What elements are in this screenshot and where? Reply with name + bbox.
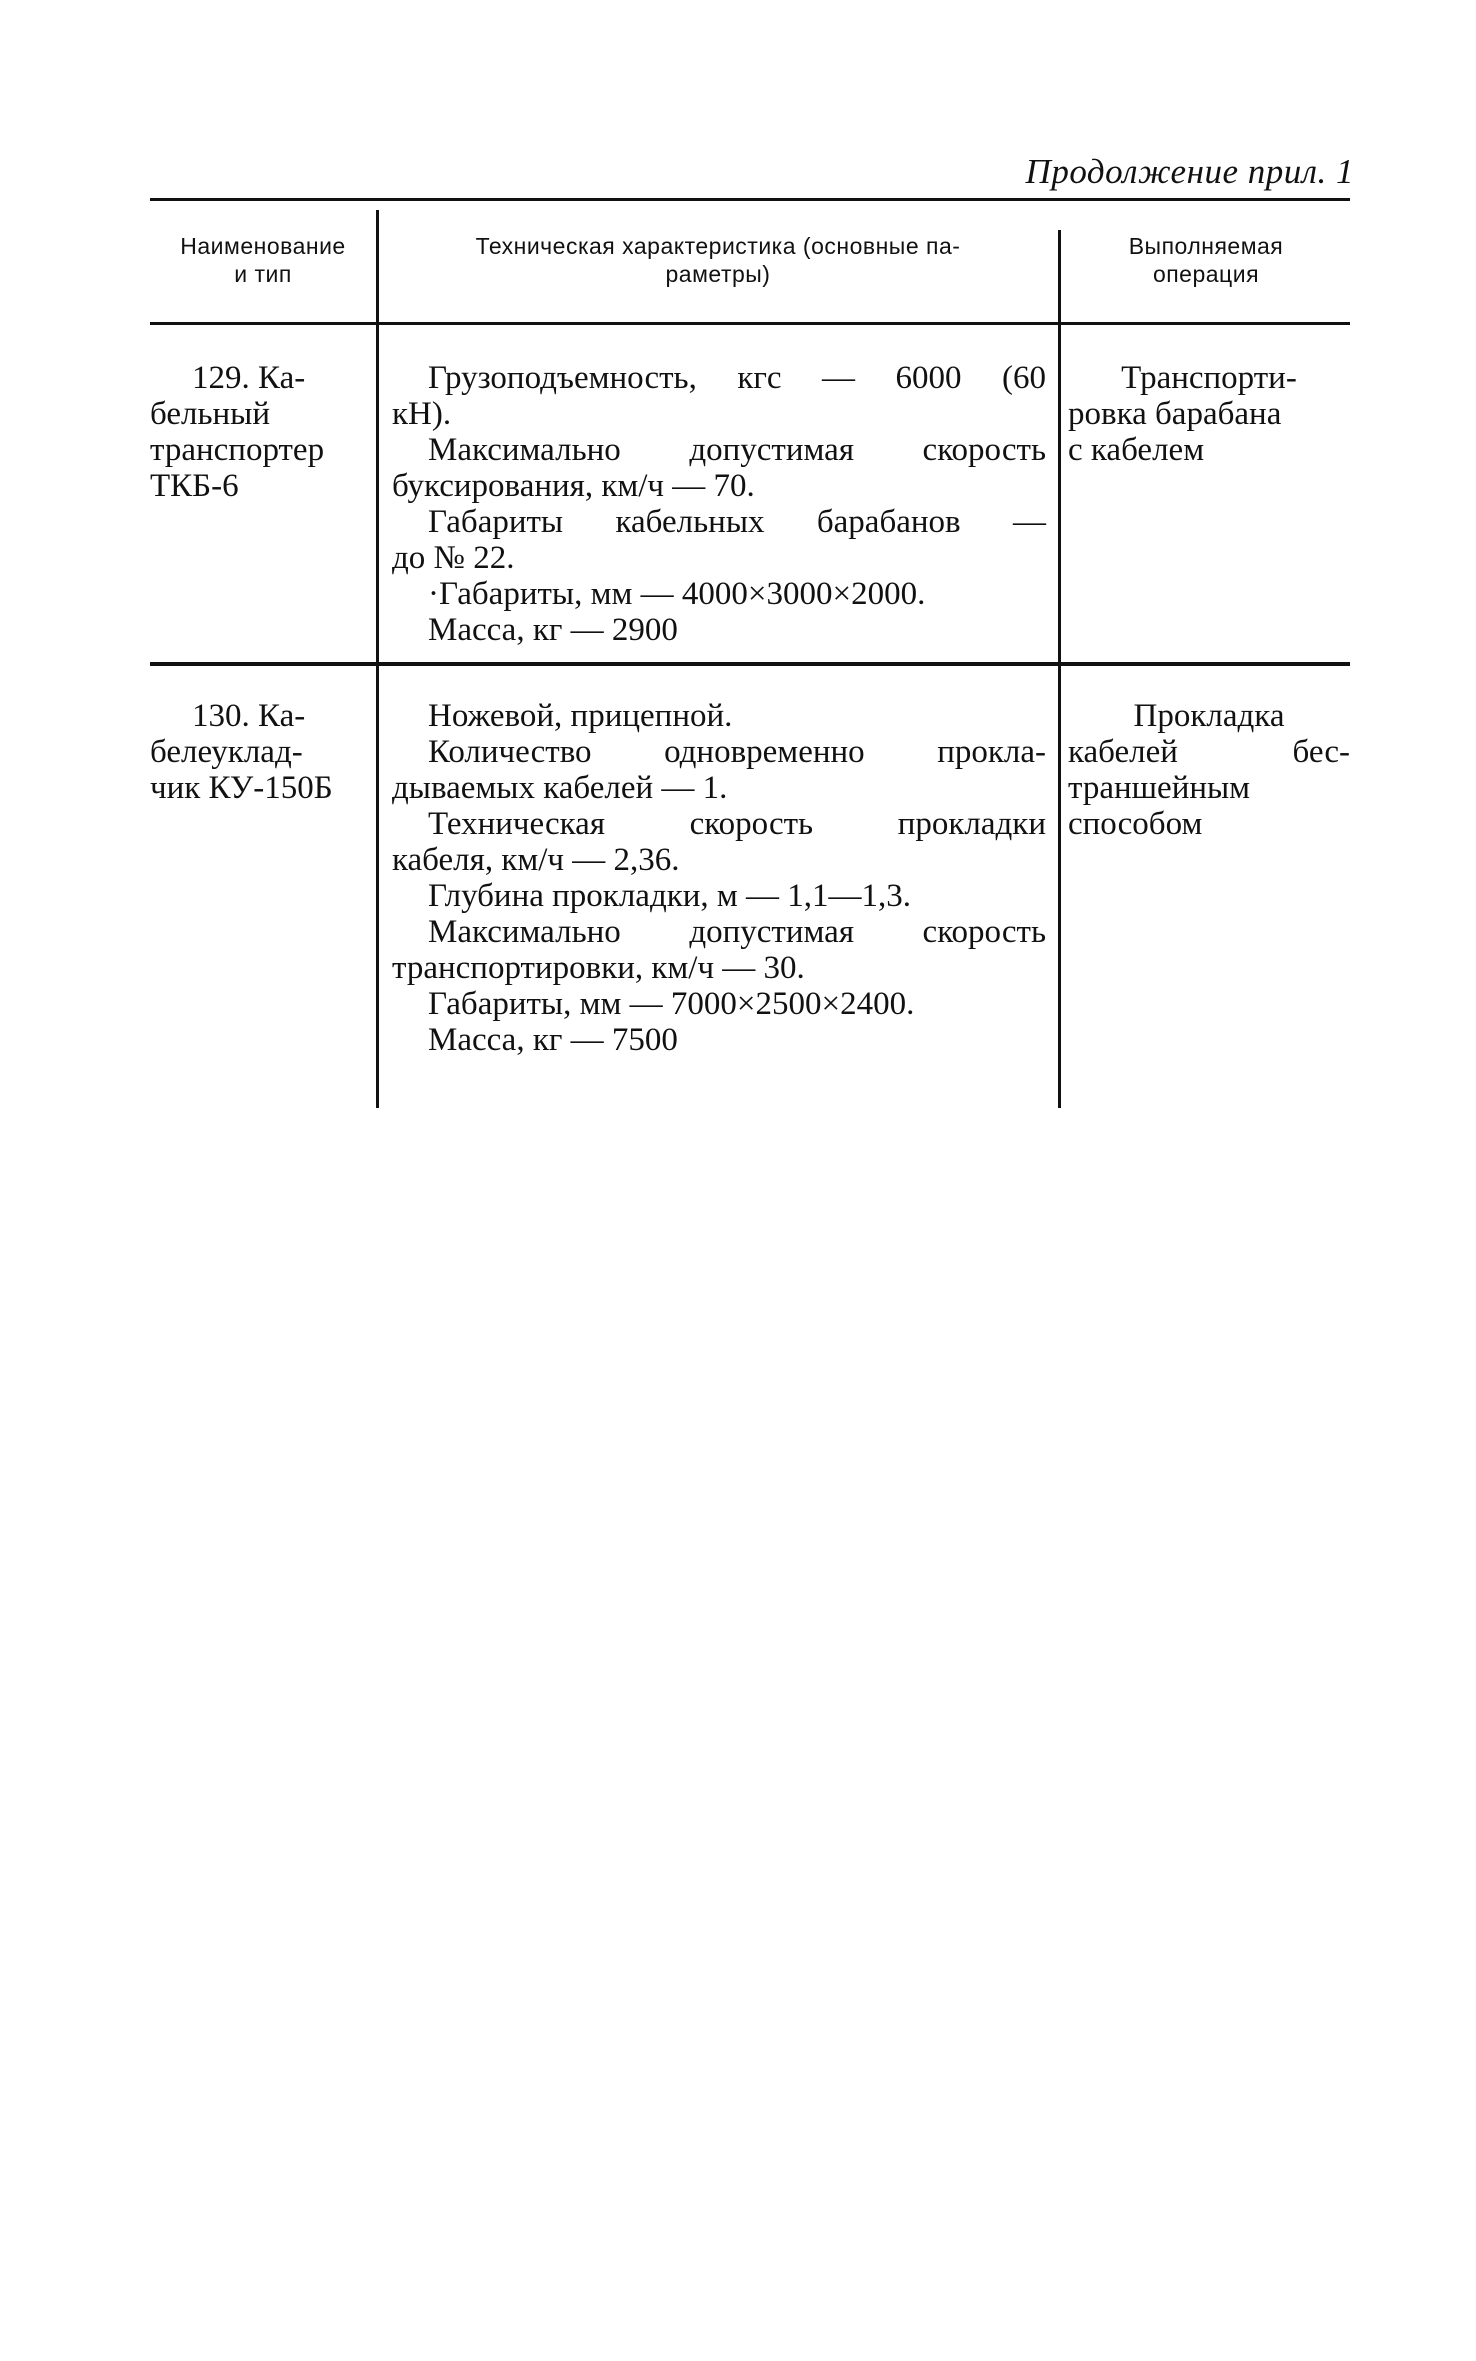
- row-129-spec-line-2: кН).: [392, 396, 452, 432]
- row-130-name: [150, 698, 374, 806]
- row-129-name-line-2: бельный: [150, 396, 271, 432]
- header-name: [150, 232, 376, 288]
- continuation-label: Продолжение прил. 1: [1025, 152, 1354, 191]
- row-130-operation-line-1: Прокладка: [1133, 698, 1285, 734]
- row-130-spec-line-5: кабеля, км/ч — 2,36.: [392, 842, 680, 878]
- row-129-spec-line-3: Максимально допустимая скорость: [428, 432, 1046, 468]
- row-130-spec-line-6: Глубина прокладки, м — 1,1—1,3.: [428, 878, 912, 914]
- header-bottom-rule: [150, 322, 1350, 325]
- row-129-operation-line-2: ровка барабана: [1068, 396, 1282, 432]
- row-130-spec-line-7: Максимально допустимая скорость: [428, 914, 1046, 950]
- header-operation: [1062, 232, 1350, 288]
- row-130-spec-line-4: Техническая скорость прокладки: [428, 806, 1046, 842]
- row-129-operation: [1068, 360, 1350, 468]
- row-130-spec-line-8: транспортировки, км/ч — 30.: [392, 950, 805, 986]
- row-130-spec: [392, 698, 1046, 1058]
- row-130-spec-line-2: Количество одновременно прокла-: [428, 734, 1046, 770]
- header-operation-line-2: операция: [1152, 261, 1260, 287]
- row-129-name: [150, 360, 374, 504]
- row-130-spec-line-9: Габариты, мм — 7000×2500×2400.: [428, 986, 915, 1022]
- row-130-name-line-1: 130. Ка-: [192, 698, 306, 734]
- row-129-name-line-3: транспортер: [150, 432, 325, 468]
- row-129-spec-line-1: Грузоподъемность, кгс — 6000 (60: [428, 360, 1046, 396]
- row-130-operation-line-3: траншейным: [1068, 770, 1251, 806]
- header-operation-line-1: Выполняемая: [1128, 233, 1284, 259]
- row-129-operation-line-1: Транспорти-: [1121, 360, 1297, 396]
- header-name-line-2: и тип: [234, 261, 292, 287]
- column-divider-2: [1058, 230, 1061, 1108]
- row-129-spec-line-6: до № 22.: [392, 540, 515, 576]
- row-130-operation-line-2: кабелей бес-: [1068, 734, 1350, 770]
- row-130-name-line-3: чик КУ-150Б: [150, 770, 333, 806]
- row-129-spec-line-5: Габариты кабельных барабанов —: [428, 504, 1046, 540]
- row-divider-rule: [150, 662, 1350, 666]
- row-129-operation-line-3: с кабелем: [1068, 432, 1205, 468]
- row-129-spec-line-7: ·Габариты, мм — 4000×3000×2000.: [428, 576, 926, 612]
- header-spec: [388, 232, 1048, 288]
- row-129-name-line-4: ТКБ-6: [150, 468, 239, 504]
- row-129-name-line-1: 129. Ка-: [192, 360, 306, 396]
- column-divider-1: [376, 210, 379, 1108]
- row-130-operation-line-4: способом: [1068, 806, 1203, 842]
- header-spec-line-2: раметры): [665, 261, 771, 287]
- row-130-spec-line-10: Масса, кг — 7500: [428, 1022, 678, 1058]
- row-129-spec: [392, 360, 1046, 648]
- row-130-operation: [1068, 698, 1350, 842]
- row-130-spec-line-3: дываемых кабелей — 1.: [392, 770, 728, 806]
- table-top-rule: [150, 198, 1350, 201]
- header-name-line-1: Наименование: [180, 233, 346, 259]
- row-129-spec-line-8: Масса, кг — 2900: [428, 612, 678, 648]
- header-spec-line-1: Техническая характеристика (основные па-: [475, 233, 961, 259]
- row-129-spec-line-4: буксирования, км/ч — 70.: [392, 468, 755, 504]
- row-130-spec-line-1: Ножевой, прицепной.: [428, 698, 733, 734]
- row-130-name-line-2: белеуклад-: [150, 734, 303, 770]
